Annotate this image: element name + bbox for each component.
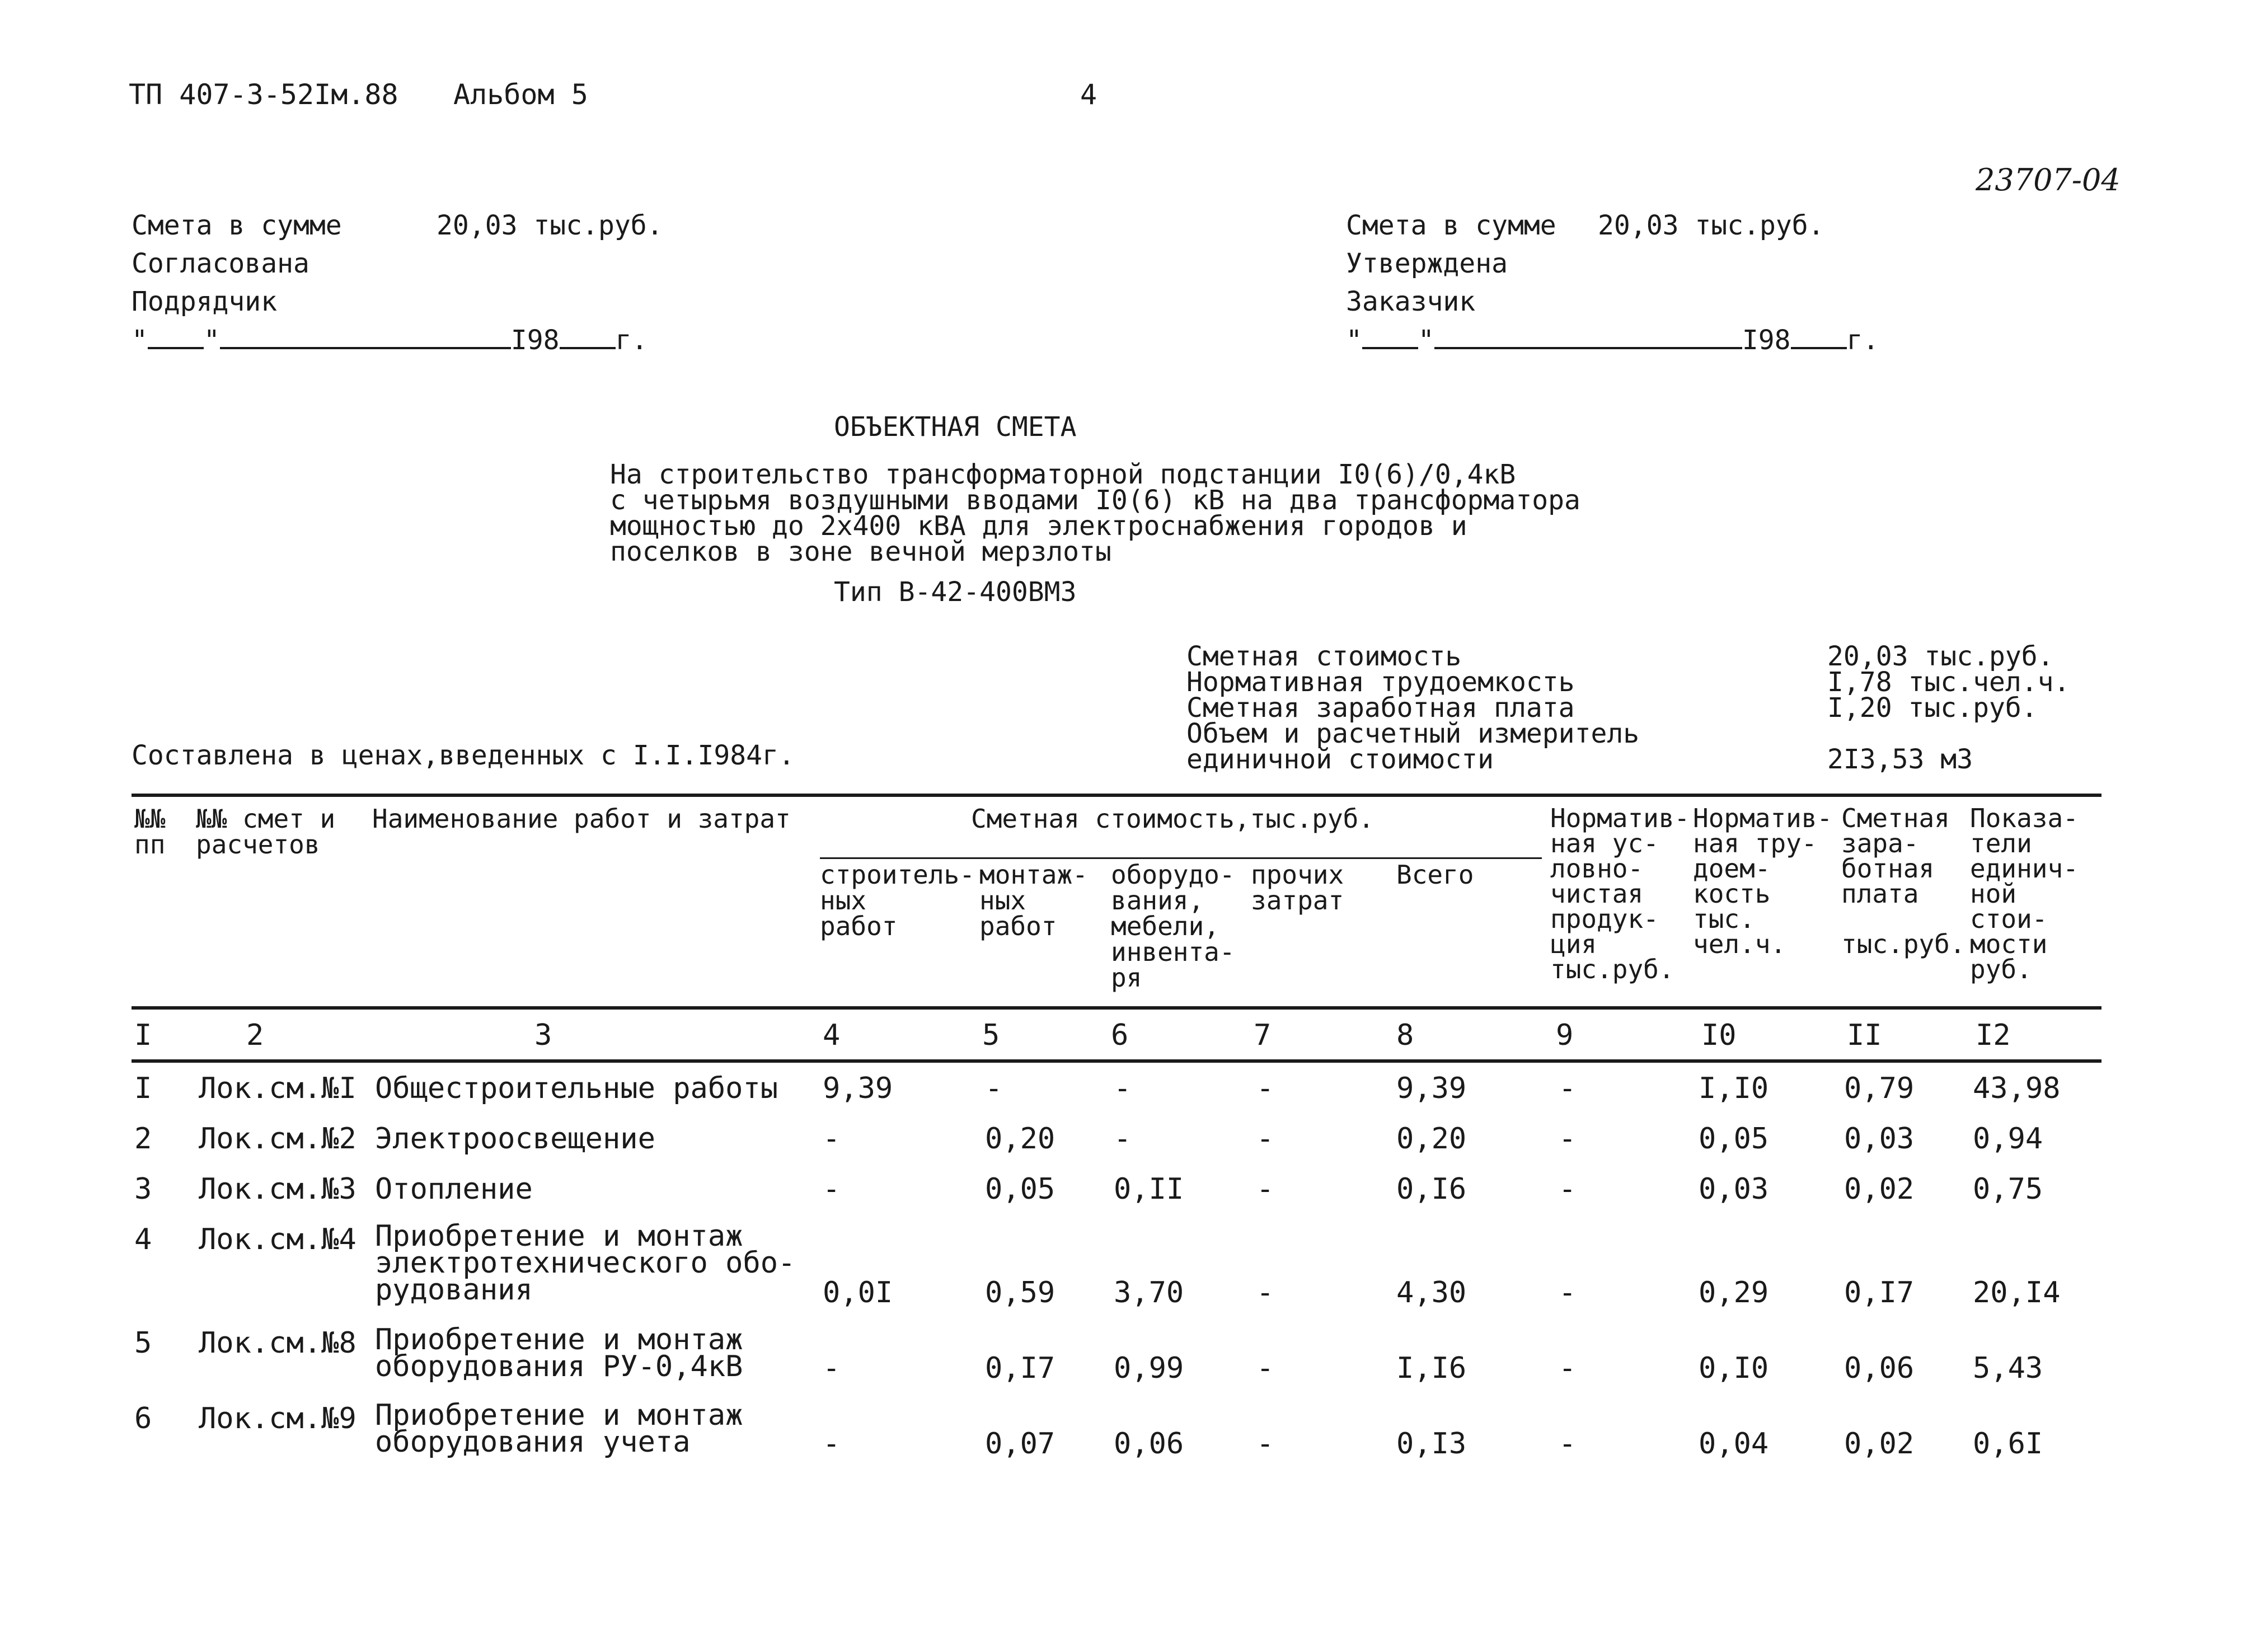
date-quote-close: " bbox=[1418, 325, 1434, 356]
summary-value: 20,03 тыс.руб. bbox=[1827, 641, 2054, 672]
summary-label: единичной стоимости bbox=[1186, 744, 1494, 775]
header-col-8: Всего bbox=[1396, 860, 1474, 890]
summary-label: Сметная стоимость bbox=[1186, 641, 1462, 672]
cell-total: 4,30 bbox=[1396, 1276, 1467, 1310]
column-number: 3 bbox=[534, 1019, 552, 1052]
row-ref: Лок.см.№8 bbox=[199, 1326, 356, 1360]
summary-value: I,78 тыс.чел.ч. bbox=[1827, 667, 2070, 698]
cell-other: - bbox=[1256, 1351, 1274, 1385]
cell-installation: 0,05 bbox=[985, 1172, 1056, 1206]
cell-installation: 0,20 bbox=[985, 1122, 1056, 1156]
column-number: 9 bbox=[1556, 1019, 1574, 1052]
column-number: 7 bbox=[1254, 1019, 1272, 1052]
row-ref: Лок.см.№I bbox=[199, 1072, 356, 1105]
table-top-rule bbox=[132, 794, 2101, 797]
prices-note: Составлена в ценах,введенных с I.I.I984г. bbox=[132, 740, 795, 771]
row-number: 3 bbox=[134, 1172, 152, 1206]
cell-unit-cost: 0,75 bbox=[1973, 1172, 2043, 1206]
column-number: 6 bbox=[1111, 1019, 1129, 1052]
row-ref: Лок.см.№4 bbox=[199, 1223, 356, 1256]
year-suffix: г. bbox=[1846, 325, 1879, 356]
cell-wages: 0,06 bbox=[1844, 1351, 1915, 1385]
summary-value: I,20 тыс.руб. bbox=[1827, 692, 2038, 724]
cell-construction: - bbox=[823, 1172, 841, 1206]
row-name: Приобретение и монтаж оборудования РУ-0,4кВ bbox=[375, 1323, 743, 1383]
cell-labor: 0,I0 bbox=[1699, 1351, 1769, 1385]
day-blank bbox=[1362, 328, 1418, 349]
header-col-5: монтаж- ных работ bbox=[979, 860, 1088, 941]
row-ref: Лок.см.№2 bbox=[199, 1122, 356, 1156]
cell-total: 0,I3 bbox=[1396, 1427, 1467, 1461]
cell-wages: 0,79 bbox=[1844, 1072, 1915, 1105]
column-numbers-rule bbox=[132, 1059, 2101, 1063]
right-party: Заказчик bbox=[1346, 286, 1476, 317]
cell-labor: 0,03 bbox=[1699, 1172, 1769, 1206]
row-number: 4 bbox=[134, 1223, 152, 1256]
cell-labor: 0,04 bbox=[1699, 1427, 1769, 1461]
year-prefix: I98 bbox=[1742, 325, 1791, 356]
column-number: 2 bbox=[246, 1019, 264, 1052]
column-number: I2 bbox=[1976, 1019, 2011, 1052]
row-name: Общестроительные работы bbox=[375, 1072, 778, 1105]
column-number: 5 bbox=[982, 1019, 1000, 1052]
subtitle-block bbox=[610, 459, 1580, 567]
cell-installation: 0,07 bbox=[985, 1427, 1056, 1461]
cell-installation: 0,59 bbox=[985, 1276, 1056, 1310]
row-number: 6 bbox=[134, 1402, 152, 1435]
summary-value: 2I3,53 м3 bbox=[1827, 744, 1973, 775]
date-quote-open: " bbox=[132, 325, 148, 356]
cell-total: 9,39 bbox=[1396, 1072, 1467, 1105]
column-number: 8 bbox=[1396, 1019, 1414, 1052]
cell-unit-cost: 5,43 bbox=[1973, 1351, 2043, 1385]
row-number: 2 bbox=[134, 1122, 152, 1156]
cell-unit-cost: 43,98 bbox=[1973, 1072, 2061, 1105]
cell-wages: 0,02 bbox=[1844, 1172, 1915, 1206]
document-code: ТП 407-3-52Iм.88 bbox=[129, 78, 398, 111]
subtitle-line: с четырьмя воздушными вводами I0(6) кВ на два трансформатора bbox=[610, 485, 1580, 516]
header-col-7: прочих затрат bbox=[1251, 860, 1344, 916]
group-header-rule bbox=[820, 857, 1542, 859]
type-line: Тип В-42-400ВМЗ bbox=[834, 576, 1077, 608]
cell-construction: - bbox=[823, 1122, 841, 1156]
row-name: Приобретение и монтаж оборудования учета bbox=[375, 1398, 743, 1459]
inventory-number: 23707-04 bbox=[1976, 162, 2121, 198]
cell-construction: 0,0I bbox=[823, 1276, 893, 1310]
page-number: 4 bbox=[1080, 78, 1097, 111]
header-col-4: строитель- ных работ bbox=[820, 860, 975, 941]
cell-labor: 0,29 bbox=[1699, 1276, 1769, 1310]
cell-other: - bbox=[1256, 1072, 1274, 1105]
subtitle-line: поселков в зоне вечной мерзлоты bbox=[610, 536, 1111, 567]
cell-other: - bbox=[1256, 1276, 1274, 1310]
cell-net-production: - bbox=[1559, 1351, 1577, 1385]
year-suffix: г. bbox=[615, 325, 648, 356]
cell-construction: 9,39 bbox=[823, 1072, 893, 1105]
right-sum-label: Смета в сумме bbox=[1346, 210, 1556, 241]
summary-label: Нормативная трудоемкость bbox=[1186, 667, 1575, 698]
cell-equipment: - bbox=[1114, 1122, 1132, 1156]
cell-wages: 0,I7 bbox=[1844, 1276, 1915, 1310]
left-status: Согласована bbox=[132, 248, 309, 279]
header-col-2: №№ смет и расчетов bbox=[196, 804, 336, 860]
left-date-line bbox=[132, 325, 648, 356]
row-name: Приобретение и монтаж электротехнического обо- рудования bbox=[375, 1219, 796, 1307]
cell-unit-cost: 20,I4 bbox=[1973, 1276, 2061, 1310]
cell-equipment: 0,II bbox=[1114, 1172, 1184, 1206]
date-quote-close: " bbox=[203, 325, 220, 356]
summary-values bbox=[1827, 641, 2070, 775]
cell-net-production: - bbox=[1559, 1427, 1577, 1461]
header-col-10: Норматив- ная тру- доем- кость тыс. чел.ч. bbox=[1693, 803, 1833, 959]
year-blank bbox=[560, 328, 616, 349]
right-status: Утверждена bbox=[1346, 248, 1508, 279]
cell-other: - bbox=[1256, 1172, 1274, 1206]
summary-labels bbox=[1186, 641, 1640, 775]
header-col-3: Наименование работ и затрат bbox=[372, 804, 791, 834]
row-name: Электроосвещение bbox=[375, 1122, 655, 1156]
column-number: 4 bbox=[823, 1019, 841, 1052]
cell-other: - bbox=[1256, 1122, 1274, 1156]
cell-net-production: - bbox=[1559, 1072, 1577, 1105]
cell-equipment: 3,70 bbox=[1114, 1276, 1184, 1310]
cell-total: 0,I6 bbox=[1396, 1172, 1467, 1206]
row-name: Отопление bbox=[375, 1172, 533, 1206]
document-title: ОБЪЕКТНАЯ СМЕТА bbox=[834, 411, 1077, 443]
cell-net-production: - bbox=[1559, 1122, 1577, 1156]
subtitle-line: мощностью до 2х400 кВА для электроснабжения городов и bbox=[610, 510, 1467, 542]
cell-other: - bbox=[1256, 1427, 1274, 1461]
row-number: I bbox=[134, 1072, 152, 1105]
cell-net-production: - bbox=[1559, 1276, 1577, 1310]
header-bottom-rule bbox=[132, 1006, 2101, 1010]
cell-net-production: - bbox=[1559, 1172, 1577, 1206]
month-blank bbox=[1434, 328, 1742, 349]
column-number: II bbox=[1847, 1019, 1882, 1052]
cell-total: 0,20 bbox=[1396, 1122, 1467, 1156]
left-sum-value: 20,03 тыс.руб. bbox=[437, 210, 663, 241]
date-quote-open: " bbox=[1346, 325, 1362, 356]
year-blank bbox=[1791, 328, 1847, 349]
cell-construction: - bbox=[823, 1427, 841, 1461]
day-blank bbox=[148, 328, 204, 349]
left-sum-label: Смета в сумме bbox=[132, 210, 342, 241]
header-col-1: №№ пп bbox=[134, 804, 166, 860]
summary-label: Сметная заработная плата bbox=[1186, 692, 1575, 724]
summary-label: Объем и расчетный измеритель bbox=[1186, 718, 1640, 749]
cell-labor: 0,05 bbox=[1699, 1122, 1769, 1156]
year-prefix: I98 bbox=[510, 325, 560, 356]
column-number: I0 bbox=[1701, 1019, 1737, 1052]
cell-unit-cost: 0,94 bbox=[1973, 1122, 2043, 1156]
right-sum-value: 20,03 тыс.руб. bbox=[1598, 210, 1824, 241]
row-ref: Лок.см.№9 bbox=[199, 1402, 356, 1435]
cell-unit-cost: 0,6I bbox=[1973, 1427, 2043, 1461]
right-date-line bbox=[1346, 325, 1879, 356]
summary-value bbox=[1827, 721, 2070, 747]
row-ref: Лок.см.№3 bbox=[199, 1172, 356, 1206]
header-group-cost: Сметная стоимость,тыс.руб. bbox=[971, 804, 1375, 834]
cell-total: I,I6 bbox=[1396, 1351, 1467, 1385]
header-col-11: Сметная зара- ботная плата тыс.руб. bbox=[1841, 803, 1965, 959]
column-number: I bbox=[134, 1019, 152, 1052]
cell-labor: I,I0 bbox=[1699, 1072, 1769, 1105]
header-col-9: Норматив- ная ус- ловно- чистая продук- ция тыс.руб. bbox=[1550, 803, 1690, 984]
cell-equipment: - bbox=[1114, 1072, 1132, 1105]
header-col-12: Показа- тели единич- ной стои- мости руб. bbox=[1970, 803, 2079, 984]
cell-wages: 0,02 bbox=[1844, 1427, 1915, 1461]
cell-wages: 0,03 bbox=[1844, 1122, 1915, 1156]
album-label: Альбом 5 bbox=[453, 78, 588, 111]
subtitle-line: На строительство трансформаторной подстанции I0(6)/0,4кВ bbox=[610, 459, 1516, 490]
left-party: Подрядчик bbox=[132, 286, 278, 317]
month-blank bbox=[220, 328, 511, 349]
cell-installation: - bbox=[985, 1072, 1003, 1105]
cell-construction: - bbox=[823, 1351, 841, 1385]
row-number: 5 bbox=[134, 1326, 152, 1360]
cell-installation: 0,I7 bbox=[985, 1351, 1056, 1385]
cell-equipment: 0,99 bbox=[1114, 1351, 1184, 1385]
header-col-6: оборудо- вания, мебели, инвента- ря bbox=[1111, 860, 1235, 993]
cell-equipment: 0,06 bbox=[1114, 1427, 1184, 1461]
